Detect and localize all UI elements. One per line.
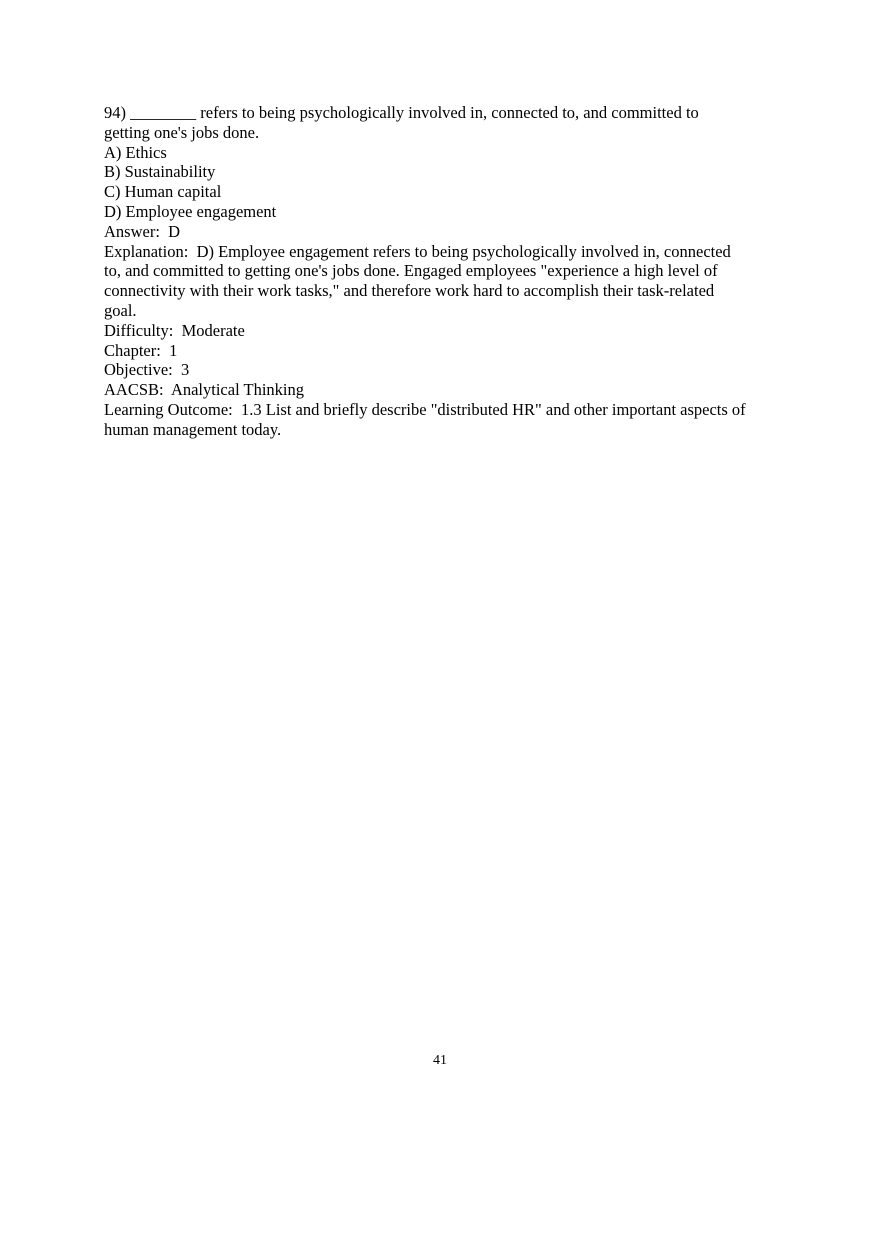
chapter-line: Chapter: 1 bbox=[104, 340, 178, 360]
difficulty-line: Difficulty: Moderate bbox=[104, 320, 245, 340]
learning-outcome-line-2: human management today. bbox=[104, 419, 282, 439]
objective-line: Objective: 3 bbox=[104, 360, 190, 380]
option-d: D) Employee engagement bbox=[104, 201, 277, 221]
option-b: B) Sustainability bbox=[104, 162, 216, 182]
learning-outcome-line-1: Learning Outcome: 1.3 List and briefly describe "distributed HR" and other important aspects of bbox=[104, 399, 746, 419]
explanation-line-3: connectivity with their work tasks," and therefore work hard to accomplish their task-related bbox=[104, 281, 715, 301]
question-stem-line-1: 94) ________ refers to being psychologically involved in, connected to, and committed to bbox=[104, 103, 699, 122]
option-c: C) Human capital bbox=[104, 182, 222, 202]
question-stem-line-2: getting one's jobs done. bbox=[104, 122, 260, 142]
aacsb-line: AACSB: Analytical Thinking bbox=[104, 380, 304, 400]
question-block bbox=[104, 103, 784, 440]
explanation-line-4: goal. bbox=[104, 300, 137, 320]
answer-line: Answer: D bbox=[104, 221, 181, 241]
option-a: A) Ethics bbox=[104, 142, 167, 162]
page-number: 41 bbox=[433, 1053, 447, 1068]
explanation-line-2: to, and committed to getting one's jobs done. Engaged employees "experience a high level of bbox=[104, 261, 718, 281]
explanation-line-1: Explanation: D) Employee engagement refers to being psychologically involved in, connected bbox=[104, 241, 731, 261]
